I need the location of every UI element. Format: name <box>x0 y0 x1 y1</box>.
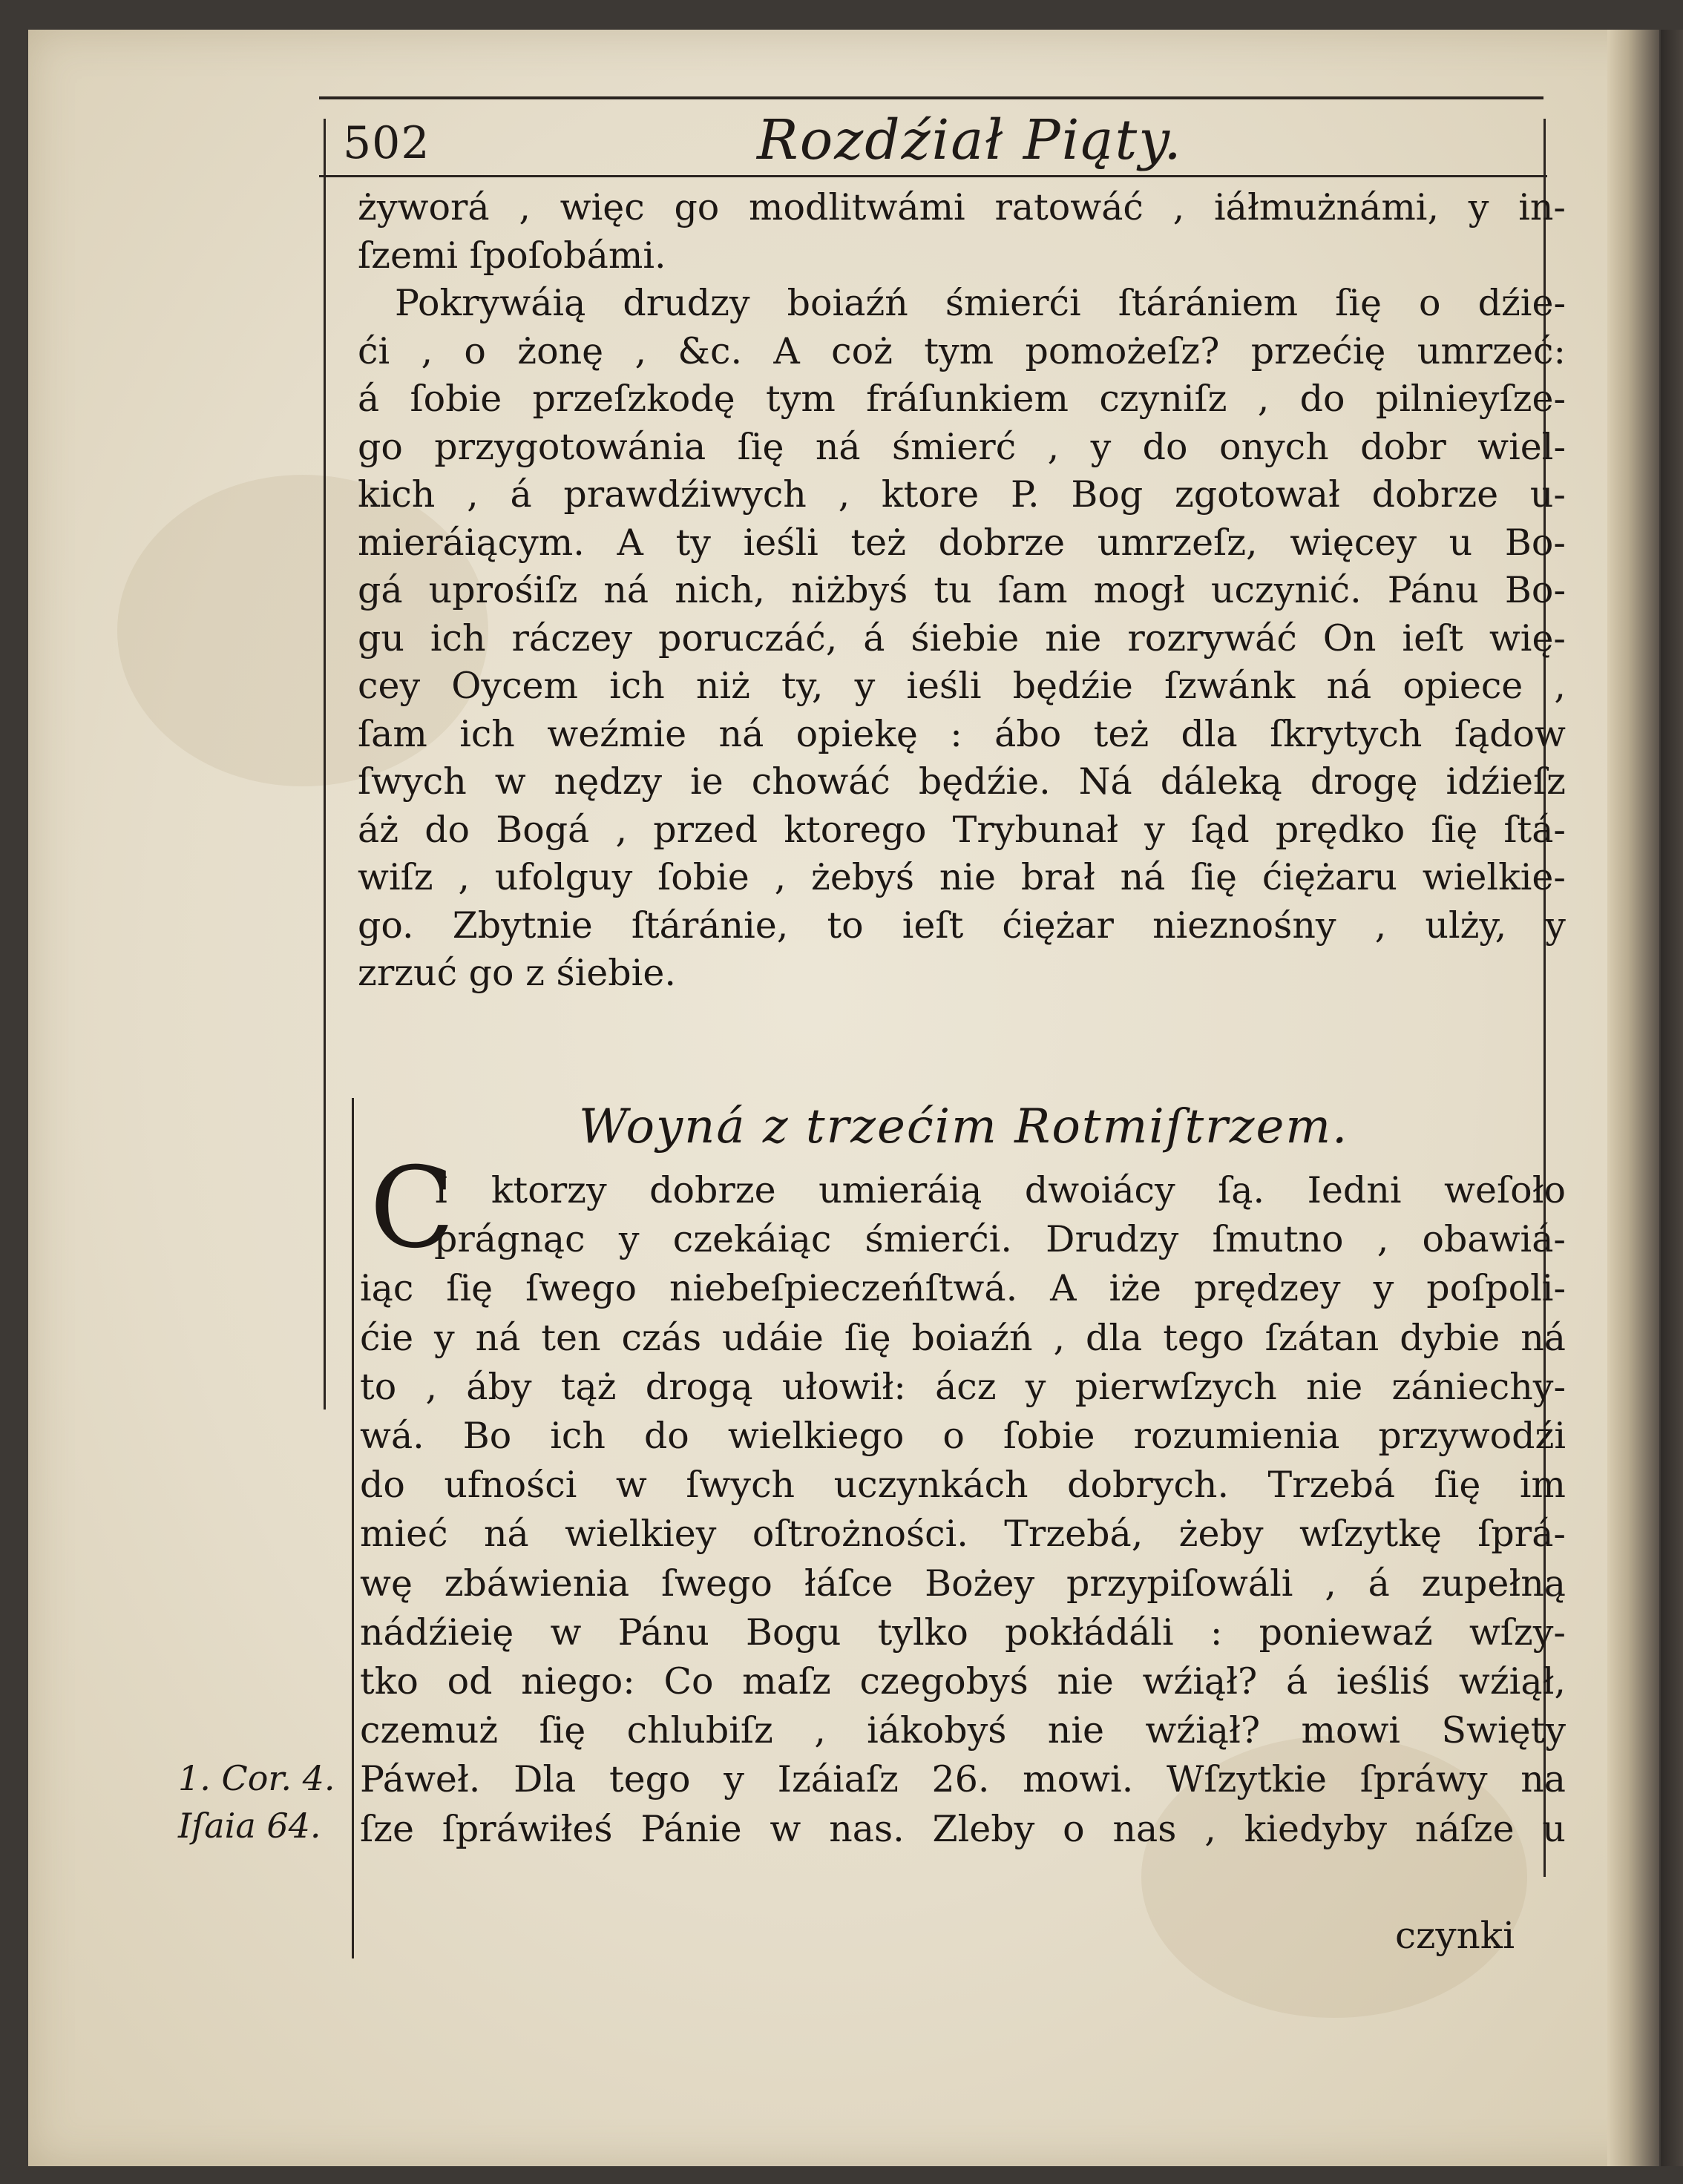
text-line: do ufności w ſwych uczynkách dobrych. Trzebá ſię im <box>360 1464 1566 1507</box>
frame-inner-left-rule <box>352 1098 354 1958</box>
text-line: ſze ſpráwiłeś Pánie w nas. Zleby o nas , kiedyby náſze u <box>360 1807 1566 1850</box>
facing-page-edge <box>1661 30 1683 2166</box>
text-line: to , áby tąż drogą ułowił: ácz y pierwſzych nie zániechy- <box>360 1365 1566 1408</box>
catchword: czynki <box>1395 1914 1515 1957</box>
text-line: żyworá , więc go modlitwámi ratowáć , iáłmużnámi, y in- <box>358 186 1566 228</box>
header-bottom-rule <box>319 175 1547 177</box>
text-line: wę zbáwienia ſwego łáſce Bożey przypiſowáli , á zupełną <box>360 1562 1566 1605</box>
text-line: ſzemi ſpoſobámi. <box>358 234 666 277</box>
text-line: á ſobie przeſzkodę tym fráſunkiem czyniſz , do pilnieyſze- <box>358 378 1566 420</box>
text-line: wá. Bo ich do wielkiego o ſobie rozumienia przywodźi <box>360 1415 1566 1458</box>
page-gutter <box>1607 30 1659 2166</box>
text-line: nádźieię w Pánu Bogu tylko pokłádáli : poniewaź wſzy- <box>360 1611 1566 1654</box>
frame-left-rule <box>324 119 326 1410</box>
text-line: gu ich ráczey poruczáć, á śiebie nie rozrywáć On ieſt wię- <box>358 616 1566 660</box>
text-line: mieć ná wielkiey oſtrożności. Trzebá, żeby wſzytkę ſprá- <box>360 1513 1566 1556</box>
text-line: gá uprośiſz ná nich, niżbyś tu ſam mogł uczynić. Pánu Bo- <box>358 569 1566 611</box>
text-line: prágnąc y czekáiąc śmierći. Drudzy ſmutno , obawiá- <box>434 1218 1566 1261</box>
margin-note: Iſaia 64. <box>178 1806 321 1846</box>
page-number: 502 <box>343 117 430 169</box>
text-line: ſwych w nędzy ie chowáć będźie. Ná dáleką drogę idźieſz <box>358 760 1566 803</box>
text-line: I ktorzy dobrze umieráią dwoiácy ſą. Iedni weſoło <box>434 1169 1566 1211</box>
text-line: wiſz , ufolguy ſobie , żebyś nie brał ná ſię ćiężaru wielkie- <box>358 856 1566 898</box>
text-line: ſam ich weźmie ná opiekę : ábo też dla ſkrytych ſądow <box>358 712 1566 755</box>
text-line: ćie y ná ten czás udáie ſię boiaźń , dla tego ſzátan dybie ná <box>360 1316 1566 1359</box>
section-text <box>360 1166 1566 1854</box>
text-line: Páweł. Dla tego y Izáiaſz 26. mowi. Wſzytkie ſpráwy na <box>360 1758 1566 1801</box>
text-line: zrzuć go z śiebie. <box>358 952 676 994</box>
body-text <box>358 184 1566 998</box>
text-line: go przygotowánia ſię ná śmierć , y do onych dobr wiel- <box>358 425 1566 468</box>
text-line: tko od niego: Co maſz czegobyś nie wźiął? á ieśliś wźiął, <box>360 1660 1566 1703</box>
text-line: cey Oycem ich niż ty, y ieśli będźie ſzwánk ná opiece , <box>358 665 1566 707</box>
drop-cap: C <box>370 1144 455 1273</box>
running-head: Rozdźiał Piąty. <box>757 108 1183 172</box>
margin-note: 1. Cor. 4. <box>178 1758 335 1798</box>
header-top-rule <box>319 96 1543 99</box>
text-line: czemuż ſię chlubiſz , iákobyś nie wźiął? mowi Swięty <box>360 1709 1566 1752</box>
text-line: iąc ſię ſwego niebeſpieczeńſtwá. A iże prędzey y poſpoli- <box>360 1267 1566 1310</box>
text-line: go. Zbytnie ſtáránie, to ieſt ćiężar nieznośny , ulży, y <box>358 904 1566 947</box>
text-line: mieráiącym. A ty ieśli też dobrze umrzeſz, więcey u Bo- <box>358 521 1566 564</box>
text-line: áż do Bogá , przed ktorego Trybunał y ſąd prędko ſię ſtá- <box>358 808 1566 851</box>
text-line: Pokrywáią drudzy boiaźń śmierći ſtárániem ſię o dźie- <box>395 282 1566 324</box>
text-line: ći , o żonę , &c. A coż tym pomożeſz? przećię umrzeć: <box>358 329 1566 372</box>
section-title: Woyná z trzećim Rotmiſtrzem. <box>579 1099 1349 1154</box>
text-line: kich , á prawdźiwych , ktore P. Bog zgotował dobrze u- <box>358 473 1566 516</box>
